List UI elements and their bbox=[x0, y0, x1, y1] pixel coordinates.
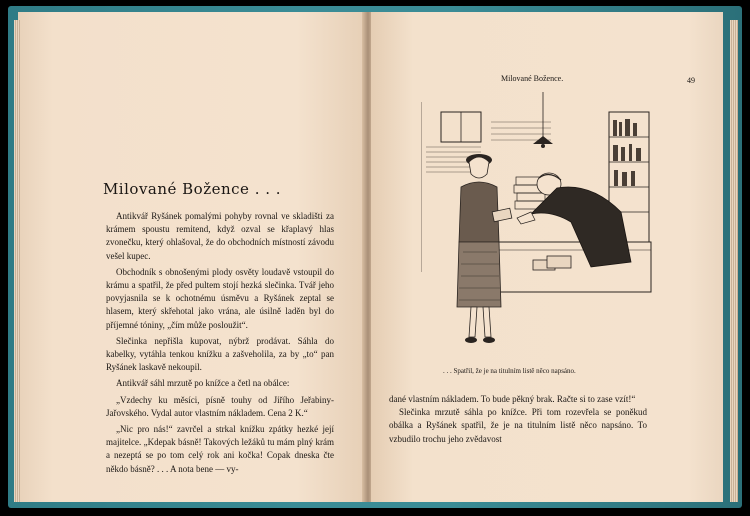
illustration-caption: . . . Spatřil, že je na titulním listě něco napsáno. bbox=[443, 367, 576, 375]
page-number: 49 bbox=[687, 76, 695, 85]
illustration-antiquarian-shop bbox=[421, 92, 661, 354]
paragraph: Slečinka mrzutě sáhla po knížce. Při tom rozevřela se poněkud obálka a Ryšánek spatřil, že je na titulním listě něco napsáno. To vzbudilo trochu jeho zvědavost bbox=[389, 407, 647, 444]
page-edges-left bbox=[14, 20, 20, 502]
paragraph: Obchodník s obnošenými plody osvěty loudavě vstoupil do krámu a spatřil, že před pultem stojí hezká slečinka. Tvář jeho povyjasnila se k ochotnému úsměvu a Ryšánek zeptal se hlasem, který skřehotal jako vrána, ale úsilně laděn byl do příjemné tóniny, „čím může posloužit“. bbox=[106, 266, 334, 330]
page-edges-right bbox=[730, 20, 738, 502]
paragraph: dané vlastním nákladem. To bude pěkný brak. Račte si to zase vzít!“ bbox=[389, 394, 636, 404]
left-text-block bbox=[106, 210, 334, 479]
chapter-title: Milované Božence . . . bbox=[102, 180, 282, 198]
right-text-block bbox=[389, 393, 647, 446]
paragraph: Antikvář sáhl mrzutě po knížce a četl na obálce: bbox=[116, 378, 290, 389]
paragraph: Antikvář Ryšánek pomalými pohyby rovnal ve skladišti za krámem spoustu remitend, když ozval se křaplavý hlas zvonečku, který ohlašoval, že do obchodních místností závodu vešel kupec. bbox=[106, 211, 334, 261]
running-head: Milované Božence. bbox=[501, 74, 564, 83]
right-page bbox=[371, 12, 723, 502]
paragraph: Slečinka nepřišla kupovat, nýbrž prodávat. Sáhla do kabelky, vytáhla tenkou knížku a zašveholila, za by „to“ pan Ryšánek laskavě nekoupil. bbox=[106, 335, 334, 373]
left-page bbox=[18, 12, 366, 502]
paragraph: „Vzdechy ku měsíci, písně touhy od Jiřího Jeřabiny-Jařovského. Vydal autor vlastním nákladem. Cena 2 K.“ bbox=[106, 394, 334, 418]
paragraph: „Nic pro nás!“ zavrčel a strkal knížku zpátky hezké její majitelce. „Kdepak básně! Takových ležáků tu mám plný krám a nezeptá se po tom celý rok ani kočka! Copak dneska čte někdo básně? . . . A nota bene — vy- bbox=[106, 424, 334, 474]
